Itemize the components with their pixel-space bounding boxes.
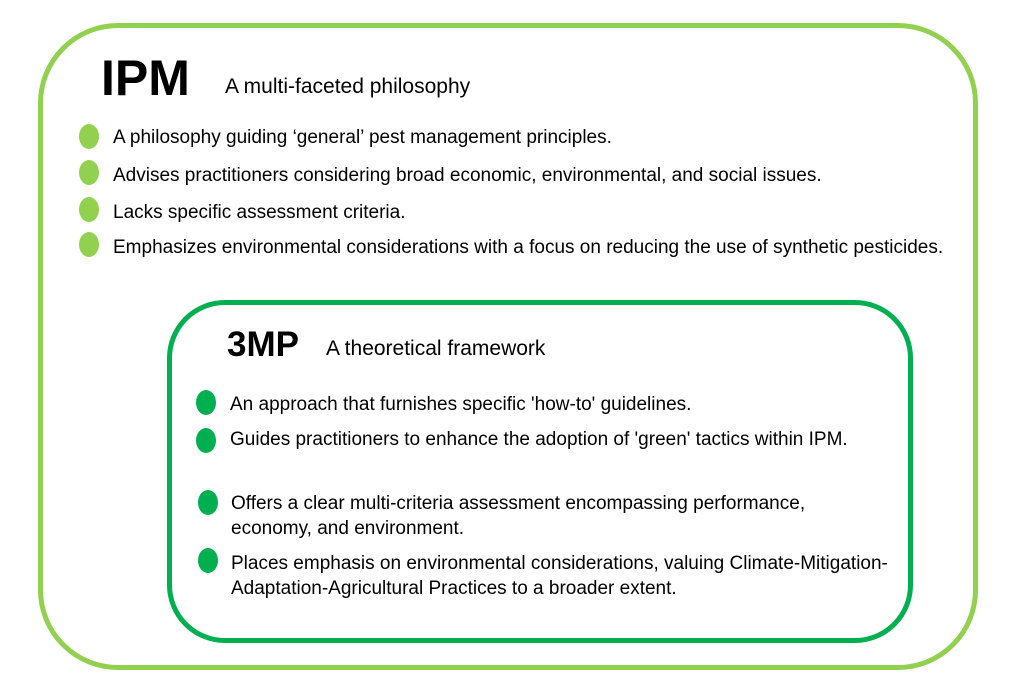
3mp-item: Offers a clear multi-criteria assessment encompassing performance, economy, and environment.: [231, 493, 806, 539]
bullet-icon: [198, 548, 218, 573]
bullet-icon: [79, 160, 99, 185]
bullet-icon: [198, 490, 218, 515]
bullet-icon: [79, 197, 99, 222]
ipm-item: Lacks specific assessment criteria.: [113, 202, 406, 223]
bullet-icon: [79, 232, 99, 257]
3mp-title: 3MP: [227, 325, 299, 364]
ipm-item: Emphasizes environmental considerations with a focus on reducing the use of synthetic pesticides.: [113, 237, 944, 258]
ipm-item: A philosophy guiding ‘general’ pest management principles.: [113, 127, 612, 148]
ipm-item: Advises practitioners considering broad economic, environmental, and social issues.: [113, 165, 822, 186]
bullet-icon: [79, 124, 99, 149]
bullet-icon: [196, 428, 216, 453]
bullet-icon: [196, 390, 216, 415]
ipm-title: IPM: [101, 50, 190, 106]
ipm-subtitle: A multi-faceted philosophy: [225, 75, 471, 98]
3mp-item: Places emphasis on environmental considerations, valuing Climate-Mitigation-Adaptation-Agricultural Practices to a broader extent.: [231, 553, 888, 599]
3mp-item: An approach that furnishes specific 'how-to' guidelines.: [230, 394, 692, 415]
3mp-item: Guides practitioners to enhance the adoption of 'green' tactics within IPM.: [230, 429, 848, 450]
3mp-subtitle: A theoretical framework: [326, 337, 546, 360]
